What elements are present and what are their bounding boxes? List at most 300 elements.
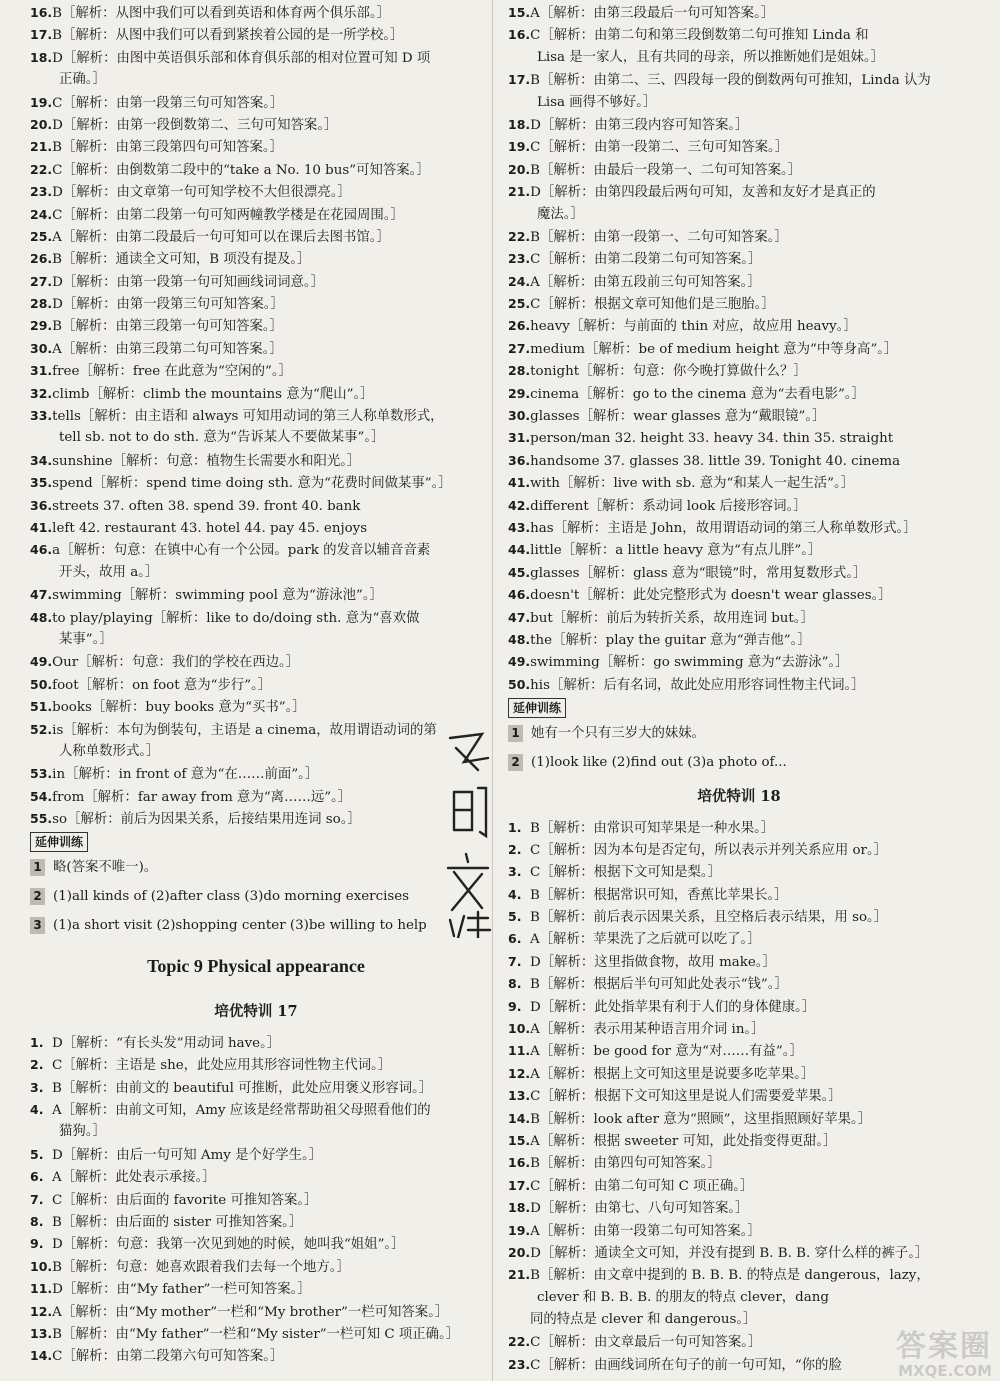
answer-continuation: clever 和 B. B. B. 的朋友的特点 clever，dang (537, 1289, 829, 1305)
answer-text: swimming［解析：swimming pool 意为“游泳池”。］ (52, 588, 383, 604)
answer-text: little［解析：a little heavy 意为“有点儿胖”。］ (530, 543, 822, 559)
answer-number: 31. (508, 430, 531, 446)
answer-item (30, 24, 482, 46)
answer-number: 17. (508, 72, 531, 88)
answer-text: B［解析：通读全文可知，B 项没有提及。］ (52, 252, 311, 268)
answer-text: A［解析：由第五段前三句可知答案。］ (530, 274, 761, 290)
answer-item (508, 1175, 970, 1197)
extension-item (30, 911, 482, 940)
answer-text: free［解析：free 在此意为“空闲的”。］ (52, 364, 292, 380)
answer-number: 3. (30, 1079, 44, 1095)
answer-text: B［解析：look after 意为“照顾”，这里指照顾好苹果。］ (530, 1111, 872, 1127)
answer-item (508, 1220, 970, 1242)
answer-text: is［解析：本句为倒装句，主语是 a cinema，故用谓语动词的第 (52, 722, 437, 738)
answer-continuation: Lisa 画得不够好。］ (537, 94, 657, 110)
answer-item (508, 1197, 970, 1219)
answer-item (30, 1278, 482, 1300)
answer-number: 42. (508, 497, 531, 513)
answer-item (508, 248, 970, 270)
answer-item (30, 1211, 482, 1233)
answer-text: C［解析：由第一段第二、三句可知答案。］ (530, 140, 789, 156)
answer-item (30, 248, 482, 270)
answer-text: A［解析：此处表示承接。］ (52, 1170, 216, 1186)
extension-item (508, 748, 970, 777)
answer-number: 13. (30, 1325, 53, 1341)
answer-text: swimming［解析：go swimming 意为“去游泳”。］ (530, 655, 849, 671)
answer-text: C［解析：根据下文可知是梨。］ (530, 865, 722, 881)
left-column (30, 2, 482, 1368)
answer-number: 43. (508, 519, 531, 535)
answer-text: doesn't［解析：此处完整形式为 doesn't wear glasses。］ (530, 588, 892, 604)
answer-text: cinema［解析：go to the cinema 意为“去看电影”。］ (530, 386, 865, 402)
answer-number: 11. (508, 1043, 531, 1059)
answer-item (508, 383, 970, 405)
answer-text: A［解析：苹果洗了之后就可以吃了。］ (530, 932, 761, 948)
answer-number: 20. (508, 1244, 531, 1260)
answer-text: B［解析：由“My father”一栏和“My sister”一栏可知 C 项正确。］ (52, 1326, 460, 1342)
answer-item (30, 1032, 482, 1054)
answer-number: 47. (508, 609, 531, 625)
answer-number: 29. (508, 385, 531, 401)
extension-item (508, 719, 970, 748)
answer-item (508, 1085, 970, 1107)
answer-item (30, 1345, 482, 1367)
answer-item (30, 1144, 482, 1166)
extension-text: 她有一个只有三岁大的妹妹。 (531, 725, 706, 741)
answer-item (508, 427, 970, 449)
answer-item (508, 928, 970, 950)
answer-number: 4. (508, 886, 522, 902)
answer-text: streets 37. often 38. spend 39. front 40. bank (52, 498, 361, 514)
answer-number: 8. (30, 1213, 44, 1229)
answer-item (508, 884, 970, 906)
answer-number: 4. (30, 1102, 44, 1118)
extension-item (30, 853, 482, 882)
watermark (896, 1331, 992, 1379)
answer-number: 16. (508, 27, 531, 43)
answer-number: 50. (30, 676, 53, 692)
answer-item (508, 817, 970, 839)
answer-item (508, 1063, 970, 1085)
answer-number: 14. (30, 1348, 53, 1364)
answer-number: 41. (508, 475, 531, 491)
answer-item (508, 1152, 970, 1174)
answer-number: 18. (508, 116, 531, 132)
answer-text: so［解析：前后为因果关系，后接结果用连词 so。］ (52, 812, 361, 828)
answer-number: 34. (30, 452, 53, 468)
answer-number: 32. (30, 385, 53, 401)
answer-item (30, 786, 482, 808)
answer-item (30, 2, 482, 24)
answer-number: 23. (30, 184, 53, 200)
answer-text: in［解析：in front of 意为“在……前面”。］ (52, 767, 319, 783)
answer-item (30, 1233, 482, 1255)
answer-continuation: 魔法。］ (537, 206, 584, 222)
extension-text: (1)look like (2)find out (3)a photo of... (531, 754, 787, 770)
answer-text: C［解析：由第一段第三句可知答案。］ (52, 95, 284, 111)
answer-item (508, 405, 970, 427)
answer-text: to play/playing［解析：like to do/doing sth. 意为“喜欢做 (52, 610, 420, 626)
answer-item (30, 159, 482, 181)
answer-item (30, 136, 482, 158)
answer-text: handsome 37. glasses 38. little 39. Tonight 40. cinema (530, 453, 901, 469)
answer-number: 22. (508, 1334, 531, 1350)
answer-number: 2. (30, 1057, 44, 1073)
answer-item (30, 338, 482, 360)
answer-text: with［解析：live with sb. 意为“和某人一起生活”。］ (530, 476, 855, 492)
answer-text: D［解析：这里指做食物，故用 make。］ (530, 954, 776, 970)
answer-number: 36. (508, 452, 531, 468)
answer-number: 19. (508, 139, 531, 155)
answer-text: D［解析：由第七、八句可知答案。］ (530, 1201, 749, 1217)
answer-text: B［解析：句意：她喜欢跟着我们去每一个地方。］ (52, 1259, 350, 1275)
answer-item (508, 839, 970, 861)
answer-item (508, 674, 970, 696)
answer-item (30, 495, 482, 517)
answer-item (508, 114, 970, 136)
answer-item (30, 719, 482, 741)
answer-text: tonight［解析：句意：你今晚打算做什么？］ (530, 364, 807, 380)
answer-item (30, 450, 482, 472)
answer-item (508, 517, 970, 539)
answer-item (30, 226, 482, 248)
answer-item (508, 338, 970, 360)
extension-text: (1)all kinds of (2)after class (3)do morning exercises (53, 888, 410, 904)
answer-text: B［解析：根据常识可知，香蕉比苹果长。］ (530, 887, 788, 903)
answer-item (508, 495, 970, 517)
answer-text: C［解析：由第二段第一句可知两幢教学楼是在花园周围。］ (52, 207, 404, 223)
column-divider (492, 0, 493, 1381)
answer-number: 28. (30, 296, 53, 312)
answer-number: 27. (508, 340, 531, 356)
answer-number: 19. (508, 1222, 531, 1238)
answer-item (508, 2, 970, 24)
answer-item (508, 1040, 970, 1062)
answer-text: A［解析：表示用某种语言用介词 in。］ (530, 1022, 765, 1038)
answer-number: 17. (508, 1177, 531, 1193)
answer-number: 48. (30, 609, 53, 625)
answer-item (30, 1166, 482, 1188)
answer-continuation: 某事”。］ (59, 631, 113, 647)
answer-item (30, 607, 482, 629)
answer-text: but［解析：前后为转折关系，故用连词 but。］ (530, 610, 814, 626)
answer-item (30, 181, 482, 203)
answer-text: C［解析：根据下文可知这里是说人们需要爱苹果。］ (530, 1089, 842, 1105)
answer-number: 45. (508, 564, 531, 580)
answer-number: 26. (30, 251, 53, 267)
answer-text: C［解析：由后面的 favorite 可推知答案。］ (52, 1192, 318, 1208)
answer-number: 25. (30, 228, 53, 244)
answer-text: heavy［解析：与前面的 thin 对应，故应用 heavy。］ (530, 319, 857, 335)
answer-text: A［解析：由第三段第二句可知答案。］ (52, 341, 283, 357)
answer-text: Our［解析：句意：我们的学校在西边。］ (52, 655, 300, 671)
answer-number: 41. (30, 519, 53, 535)
answer-text: C［解析：由第二段第六句可知答案。］ (52, 1349, 284, 1365)
answer-number: 5. (30, 1146, 44, 1162)
answer-number: 13. (508, 1088, 531, 1104)
answer-item (508, 181, 970, 203)
answer-number: 7. (508, 953, 522, 969)
answer-text: D［解析：由“My father”一栏可知答案。］ (52, 1282, 311, 1298)
answer-continuation: Lisa 是一家人，且有共同的母亲，所以推断她们是姐妹。］ (537, 49, 884, 65)
watermark-logo: 答案圈 (896, 1329, 992, 1364)
answer-item (30, 539, 482, 561)
section-heading: 培优特训 18 (697, 787, 781, 805)
answer-text: the［解析：play the guitar 意为“弹吉他”。］ (530, 632, 811, 648)
answer-text: D［解析：由第三段内容可知答案。］ (530, 117, 749, 133)
extension-text: 略(答案不唯一)。 (53, 859, 158, 875)
answer-item (508, 159, 970, 181)
answer-continuation: 正确。］ (59, 72, 106, 88)
answer-text: B［解析：由第四句可知答案。］ (530, 1156, 721, 1172)
answer-item (30, 114, 482, 136)
answer-text: has［解析：主语是 John，故用谓语动词的第三人称单数形式。］ (530, 520, 917, 536)
answer-text: C［解析：主语是 she，此处应用其形容词性物主代词。］ (52, 1058, 392, 1074)
answer-number: 48. (508, 631, 531, 647)
answer-number: 1. (508, 819, 522, 835)
answer-text: D［解析：通读全文可知，并没有提到 B. B. B. 穿什么样的裤子。］ (530, 1245, 929, 1261)
answer-text: C［解析：因为本句是否定句，所以表示并列关系应用 or。］ (530, 842, 888, 858)
answer-item (508, 584, 970, 606)
answer-number: 5. (508, 909, 522, 925)
answer-number: 36. (30, 497, 53, 513)
answer-text: B［解析：由常识可知苹果是一种水果。］ (530, 820, 775, 836)
answer-number: 26. (508, 318, 531, 334)
extension-item (30, 882, 482, 911)
answer-item (508, 607, 970, 629)
answer-number: 27. (30, 273, 53, 289)
answer-item (508, 293, 970, 315)
answer-text: different［解析：系动词 look 后接形容词。］ (530, 498, 807, 514)
answer-text: C［解析：根据文章可知他们是三胞胎。］ (530, 297, 775, 313)
answer-text: C［解析：由画线词所在句子的前一句可知，“你的脸 (530, 1357, 842, 1373)
extension-heading-row (508, 696, 970, 718)
answer-item (30, 763, 482, 785)
answer-number: 33. (30, 408, 53, 424)
answer-number: 35. (30, 475, 53, 491)
answer-number: 16. (30, 5, 53, 20)
extension-heading: 延伸训练 (30, 832, 88, 852)
answer-number: 12. (30, 1303, 53, 1319)
answer-number: 15. (508, 1132, 531, 1148)
answer-number: 15. (508, 5, 531, 20)
answer-item (508, 69, 970, 91)
answer-item (30, 92, 482, 114)
answer-text: C［解析：由文章最后一句可知答案。］ (530, 1335, 762, 1351)
answer-item (30, 674, 482, 696)
answer-text: B［解析：由第一段第一、二句可知答案。］ (530, 229, 788, 245)
answer-text: B［解析：由最后一段第一、二句可知答案。］ (530, 162, 802, 178)
answer-item (30, 1077, 482, 1099)
extension-text: (1)a short visit (2)shopping center (3)be willing to help (53, 917, 427, 933)
answer-number: 18. (30, 49, 53, 65)
answer-text: foot［解析：on foot 意为“步行”。］ (52, 677, 272, 693)
answer-item (508, 539, 970, 561)
extension-number: 1 (508, 725, 523, 742)
answer-text: books［解析：buy books 意为“买书”。］ (52, 700, 306, 716)
extension-number: 2 (30, 888, 45, 905)
answer-item (508, 136, 970, 158)
answer-item (30, 293, 482, 315)
answer-item (30, 1323, 482, 1345)
answer-number: 3. (508, 864, 522, 880)
answer-number: 20. (508, 161, 531, 177)
answer-item (30, 360, 482, 382)
answer-text: B［解析：由后面的 sister 可推知答案。］ (52, 1214, 303, 1230)
answer-number: 18. (508, 1200, 531, 1216)
answer-number: 6. (508, 931, 522, 947)
extension-heading: 延伸训练 (508, 698, 566, 718)
answer-text: medium［解析：be of medium height 意为“中等身高”。］ (530, 341, 898, 357)
answer-item (508, 450, 970, 472)
answer-number: 1. (30, 1034, 44, 1050)
answer-text: D［解析：由图中英语俱乐部和体育俱乐部的相对位置可知 D 项 (52, 50, 431, 66)
answer-number: 16. (508, 1155, 531, 1171)
handwritten-annotation (438, 718, 498, 938)
answer-number: 21. (508, 1267, 531, 1283)
answer-number: 22. (508, 228, 531, 244)
answer-number: 31. (30, 363, 53, 379)
answer-text: a［解析：句意：在镇中心有一个公园。park 的发音以辅音音素 (52, 543, 431, 559)
answer-text: B［解析：从图中我们可以看到英语和体育两个俱乐部。］ (52, 6, 391, 21)
answer-number: 17. (30, 27, 53, 43)
answer-item (30, 472, 482, 494)
answer-continuation: 人称单数形式。］ (59, 743, 160, 759)
answer-item (508, 226, 970, 248)
answer-item (508, 1018, 970, 1040)
extension-number: 2 (508, 754, 523, 771)
answer-number: 11. (30, 1281, 53, 1297)
answer-text: B［解析：由第三段第一句可知答案。］ (52, 319, 283, 335)
answer-item (508, 861, 970, 883)
answer-text: person/man 32. height 33. heavy 34. thin 35. straight (530, 431, 894, 447)
answer-text: glasses［解析：glass 意为“眼镜”时，常用复数形式。］ (530, 565, 867, 581)
answer-text: from［解析：far away from 意为“离……远”。］ (52, 789, 352, 805)
answer-number: 10. (508, 1021, 531, 1037)
answer-number: 28. (508, 363, 531, 379)
topic-title: Topic 9 Physical appearance (147, 955, 365, 976)
answer-text: his［解析：后有名词，故此处应用形容词性物主代词。］ (530, 677, 865, 693)
answer-number: 53. (30, 766, 53, 782)
answer-item (508, 1130, 970, 1152)
answer-item (508, 562, 970, 584)
answer-number: 49. (30, 654, 53, 670)
answer-item (30, 651, 482, 673)
answer-item (508, 24, 970, 46)
right-column (508, 2, 970, 1376)
answer-item (30, 1189, 482, 1211)
answer-number: 19. (30, 94, 53, 110)
answer-number: 50. (508, 676, 531, 692)
answer-text: D［解析：由第一段第一句可知画线词词意。］ (52, 274, 325, 290)
watermark-url: MXQE.COM (898, 1362, 992, 1380)
answer-item (30, 204, 482, 226)
answer-text: B［解析：根据后半句可知此处表示“钱”。］ (530, 977, 788, 993)
answer-number: 30. (30, 340, 53, 356)
answer-text: C［解析：由第二句可知 C 项正确。］ (530, 1178, 754, 1194)
answer-text: D［解析：由第一段倒数第二、三句可知答案。］ (52, 117, 338, 133)
answer-item (30, 47, 482, 69)
answer-text: A［解析：根据 sweeter 可知，此处指变得更甜。］ (530, 1133, 837, 1149)
answer-text: A［解析：由第一段第二句可知答案。］ (530, 1223, 761, 1239)
answer-continuation: 开头，故用 a。］ (59, 564, 159, 580)
answer-text: A［解析：根据上文可知这里是说要多吃苹果。］ (530, 1066, 815, 1082)
answer-item (508, 951, 970, 973)
answer-item (30, 696, 482, 718)
answer-text: D［解析：“有长头发”用动词 have。］ (52, 1035, 281, 1051)
answer-text: glasses［解析：wear glasses 意为“戴眼镜”。］ (530, 409, 826, 425)
answer-text: C［解析：由第二句和第三段倒数第二句可推知 Linda 和 (530, 28, 869, 44)
answer-number: 7. (30, 1191, 44, 1207)
answer-text: sunshine［解析：句意：植物生长需要水和阳光。］ (52, 453, 361, 469)
answer-text: climb［解析：climb the mountains 意为“爬山”。］ (52, 386, 374, 402)
answer-text: D［解析：句意：我第一次见到她的时候，她叫我“姐姐”。］ (52, 1237, 405, 1253)
answer-number: 24. (508, 273, 531, 289)
answer-number: 49. (508, 654, 531, 670)
answer-item (508, 472, 970, 494)
answer-text: B［解析：由文章中提到的 B. B. B. 的特点是 dangerous，lazy， (530, 1268, 930, 1284)
answer-item (508, 360, 970, 382)
answer-number: 29. (30, 318, 53, 334)
answer-text: B［解析：由第三段第四句可知答案。］ (52, 140, 283, 156)
answer-item (30, 271, 482, 293)
answer-item (508, 629, 970, 651)
answer-number: 10. (30, 1258, 53, 1274)
answer-item (508, 1242, 970, 1264)
answer-item (30, 584, 482, 606)
answer-item (508, 651, 970, 673)
answer-number: 46. (508, 587, 531, 603)
answer-item (30, 1301, 482, 1323)
answer-continuation: tell sb. not to do sth. 意为“告诉某人不要做某事”。］ (59, 430, 385, 446)
answer-item (508, 906, 970, 928)
answer-number: 14. (508, 1110, 531, 1126)
answer-text: B［解析：由第二、三、四段每一段的倒数两句可推知，Linda 认为 (530, 73, 931, 89)
answer-item (30, 1256, 482, 1278)
answer-number: 51. (30, 699, 53, 715)
answer-text: left 42. restaurant 43. hotel 44. pay 45. enjoys (52, 520, 368, 536)
answer-item (508, 1108, 970, 1130)
answer-continuation: 猫狗。］ (59, 1124, 106, 1140)
answer-item (30, 517, 482, 539)
answer-number: 46. (30, 542, 53, 558)
extension-number: 3 (30, 917, 45, 934)
answer-text: B［解析：前后表示因果关系，且空格后表示结果，用 so。］ (530, 910, 888, 926)
answer-number: 20. (30, 116, 53, 132)
answer-item (30, 315, 482, 337)
answer-number: 25. (508, 296, 531, 312)
answer-number: 21. (508, 184, 531, 200)
answer-text: D［解析：由文章第一句可知学校不大但很漂亮。］ (52, 185, 351, 201)
answer-text: B［解析：由前文的 beautiful 可推断，此处应用褒义形容词。］ (52, 1080, 433, 1096)
answer-item (30, 405, 482, 427)
answer-item (30, 1099, 482, 1121)
answer-text: 同的特点是 clever 和 dangerous。］ (530, 1312, 757, 1328)
answer-text: D［解析：由后一句可知 Amy 是个好学生。］ (52, 1147, 323, 1163)
answer-text: A［解析：由“My mother”一栏和“My brother”一栏可知答案。］ (52, 1304, 449, 1320)
answer-text: A［解析：由第三段最后一句可知答案。］ (530, 6, 775, 21)
answer-text: D［解析：由第四段最后两句可知，友善和友好才是真正的 (530, 185, 876, 201)
answer-number: 44. (508, 542, 531, 558)
answer-text: A［解析：be good for 意为“对……有益”。］ (530, 1044, 803, 1060)
answer-number: 47. (30, 587, 53, 603)
extension-number: 1 (30, 859, 45, 876)
answer-text: A［解析：由前文可知，Amy 应该是经常帮助祖父母照看他们的 (52, 1103, 431, 1119)
answer-number: 23. (508, 1356, 531, 1372)
answer-number: 9. (30, 1236, 44, 1252)
answer-number: 30. (508, 408, 531, 424)
answer-text: C［解析：由倒数第二段中的“take a No. 10 bus”可知答案。］ (52, 162, 430, 178)
